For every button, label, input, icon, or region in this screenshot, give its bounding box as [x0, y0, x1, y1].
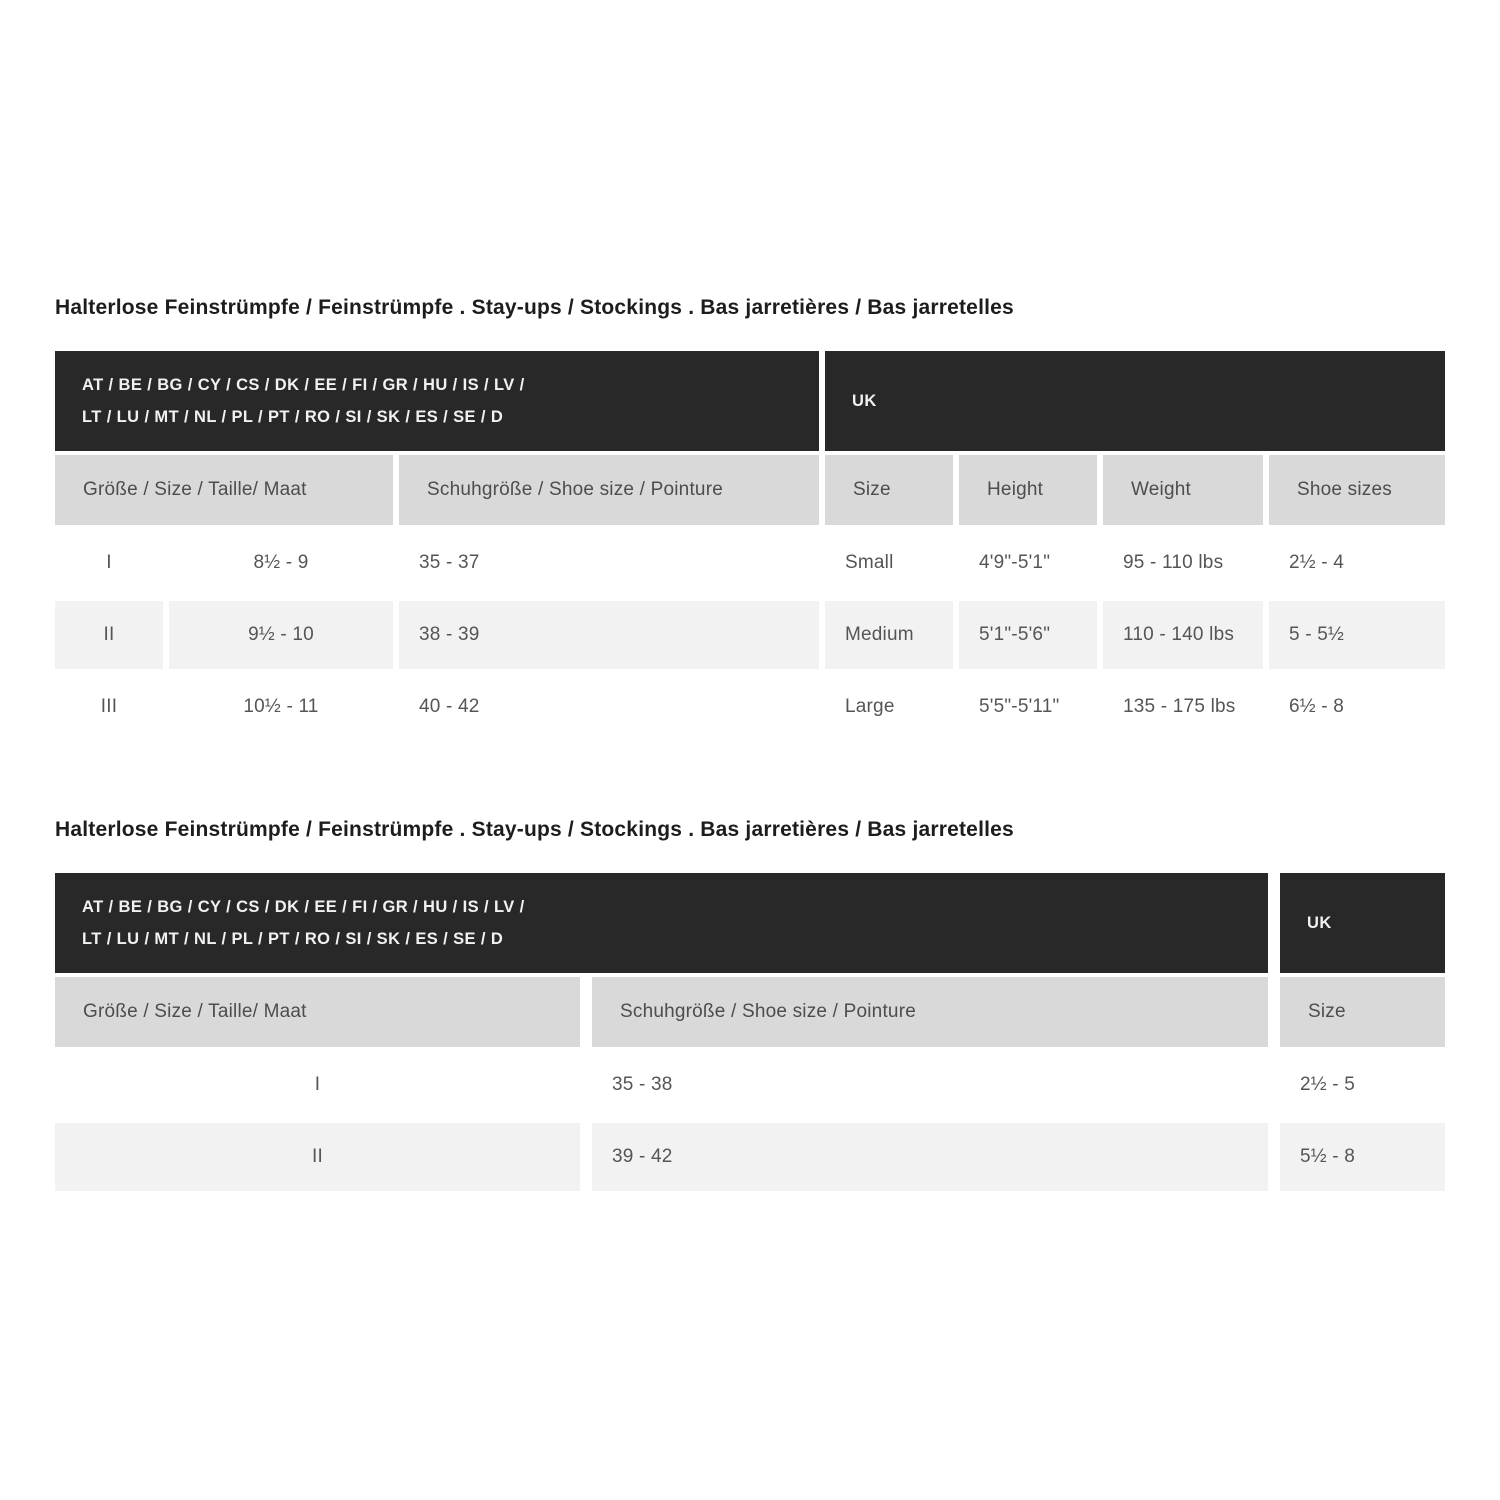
table-cell-shoe-eu: 35 - 38: [612, 1074, 673, 1095]
table-cell-height: 5'1"-5'6": [959, 601, 1097, 669]
size-chart-page: [55, 0, 1445, 1191]
table-cell-groesse: I: [106, 552, 112, 573]
eu-countries-header: [55, 351, 819, 451]
section2-title: Halterlose Feinstrümpfe / Feinstrümpfe . Stay-ups / Stockings . Bas jarretières / Bas jarretelles: [55, 818, 1014, 841]
table-cell-shoe-uk: 6½ - 8: [1289, 696, 1345, 717]
table-cell-size: Medium: [825, 601, 953, 669]
column-header-shoe-sizes: Shoe sizes: [1269, 455, 1445, 525]
table-cell-size: Large: [845, 696, 895, 717]
table-cell-weight: 95 - 110 lbs: [1123, 552, 1224, 573]
table-cell-groesse: III: [100, 696, 118, 717]
eu-countries-line2: LT / LU / MT / NL / PL / PT / RO / SI / SK / ES / SE / D: [82, 408, 504, 426]
uk-header-label: UK: [852, 392, 877, 410]
table-cell-groesse: II: [55, 1123, 580, 1191]
table-cell-groesse: I: [314, 1074, 321, 1095]
uk-header-label: UK: [1307, 914, 1332, 932]
table-cell-weight: 135 - 175 lbs: [1123, 696, 1236, 717]
table-cell-size-uk: 5½ - 8: [1280, 1123, 1445, 1191]
uk-header: [1280, 873, 1445, 973]
eu-countries-line2: LT / LU / MT / NL / PL / PT / RO / SI / SK / ES / SE / D: [82, 930, 504, 948]
column-header-size-group: Größe / Size / Taille/ Maat: [55, 455, 393, 525]
column-header-shoe-size: Schuhgröße / Shoe size / Pointure: [399, 455, 819, 525]
uk-header: [825, 351, 1445, 451]
table-cell-size-num: 9½ - 10: [169, 601, 393, 669]
table-cell-height: 5'5"-5'11": [979, 696, 1060, 717]
column-header-size: Size: [1280, 977, 1445, 1047]
eu-countries-line1: AT / BE / BG / CY / CS / DK / EE / FI / GR / HU / IS / LV /: [82, 376, 525, 394]
table-cell-shoe-eu: 40 - 42: [419, 696, 480, 717]
section1-title: Halterlose Feinstrümpfe / Feinstrümpfe . Stay-ups / Stockings . Bas jarretières / Bas jarretelles: [55, 296, 1014, 319]
table-cell-shoe-uk: 2½ - 4: [1289, 552, 1345, 573]
table-cell-groesse: II: [55, 601, 163, 669]
table-cell-size-num: 10½ - 11: [243, 696, 319, 717]
table-cell-height: 4'9"-5'1": [979, 552, 1051, 573]
table-cell-weight: 110 - 140 lbs: [1103, 601, 1263, 669]
eu-countries-line1: AT / BE / BG / CY / CS / DK / EE / FI / GR / HU / IS / LV /: [82, 898, 525, 916]
eu-countries-header: [55, 873, 1268, 973]
table-cell-shoe-eu: 38 - 39: [399, 601, 819, 669]
table-cell-shoe-eu: 39 - 42: [592, 1123, 1268, 1191]
column-header-shoe-size: Schuhgröße / Shoe size / Pointure: [592, 977, 1268, 1047]
table-cell-shoe-eu: 35 - 37: [419, 552, 480, 573]
table-cell-shoe-uk: 5 - 5½: [1269, 601, 1445, 669]
size-table-stay-ups-simple: [55, 873, 1445, 1191]
table-cell-size-num: 8½ - 9: [253, 552, 309, 573]
size-table-stay-ups: [55, 351, 1445, 741]
table-cell-size-uk: 2½ - 5: [1300, 1074, 1356, 1095]
column-header-size: Size: [825, 455, 953, 525]
table-cell-size: Small: [845, 552, 894, 573]
column-header-size-group: Größe / Size / Taille/ Maat: [55, 977, 580, 1047]
column-header-height: Height: [959, 455, 1097, 525]
column-header-weight: Weight: [1103, 455, 1263, 525]
